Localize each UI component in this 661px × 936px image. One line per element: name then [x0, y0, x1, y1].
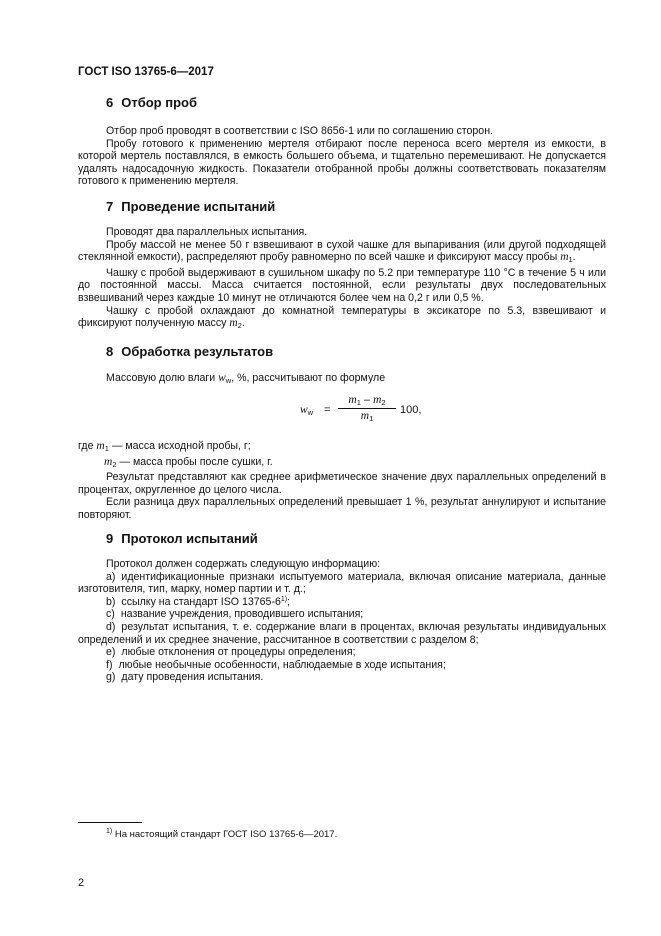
protocol-item-f: f) любые необычные особенности, наблюдаемые в ходе испытания; [106, 658, 446, 671]
legend-m2: $m_2$ — масса пробы после сушки, г. [104, 455, 273, 469]
legend-m1: где $m_1$ — масса исходной пробы, г; [78, 440, 251, 453]
formula-legend [78, 440, 606, 522]
formula-denominator: $m_1$ [360, 410, 374, 423]
formula-numerator: $m_1 - m_2$ [338, 394, 396, 409]
footnote-reference: 1) [280, 595, 288, 603]
formula-equals: = [324, 404, 331, 416]
protocol-item-d: d) результат испытания, т. е. содержание влаги в процентах, включая результаты индивидуальных определений и их среднее значение, рассчитанное в соответствии с разделом 8; [78, 620, 606, 646]
moisture-formula [300, 396, 500, 428]
section-8-difference-paragraph: Если разница двух параллельных определений превышает 1 %, результат аннулируют и испытание повторяют. [78, 496, 606, 521]
section-6-paragraph-2: Пробу готового к применению мертеля отбирают после переноса всего мертеля из емкости, в которой мертель поставлялся, в емкость большего объема, и тщательно перемешивают. Не допускается удалять надосадочную жидкость. Показатели отобранной пробы должны соответствовать показателям готового к применению мертеля. [78, 137, 606, 188]
protocol-item-a: a) идентификационные признаки испытуемого материала, включая описание материала, данные изготовителя, тип, марку, номер партии и т. д.; [78, 570, 606, 596]
formula-multiplier: 100, [400, 404, 422, 416]
section-9 [78, 531, 606, 684]
document-code: ГОСТ ISO 13765-6—2017 [78, 66, 214, 78]
footnote-divider [78, 822, 142, 823]
protocol-item-g: g) дату проведения испытания. [106, 671, 264, 684]
section-7-paragraph-1: Проводят два параллельных испытания. [106, 226, 308, 238]
section-9-heading: 9 Протокол испытаний [106, 531, 258, 546]
section-6 [78, 95, 606, 188]
section-7-paragraph-3: Чашку с пробой выдерживают в сушильном шкафу по 5.2 при температуре 110 °С в течение 5 ч или до постоянной массы. Масса считается постоянной, если результаты двух последовательных взвешиваний через каждые 10 минут не отличаются более чем на 0,2 г или 0,5 %. [78, 266, 606, 304]
section-7-paragraph-2: Пробу массой не менее 50 г взвешивают в сухой чашке для выпаривания (или другой подходящей стеклянной емкости), распределяют пробу равномерно по всей чашке и фиксируют массу пробы $m_1$. [78, 238, 606, 265]
formula-fraction [338, 394, 396, 423]
page-number: 2 [78, 877, 85, 889]
protocol-item-c: c) название учреждения, проводившего испытания; [106, 608, 364, 621]
section-6-heading: 6 Отбор проб [106, 95, 197, 110]
section-7-heading: 7 Проведение испытаний [106, 199, 276, 214]
section-7-paragraph-4: Чашку с пробой охлаждают до комнатной температуры в эксикаторе по 5.3, взвешивают и фиксируют полученную массу $m_2$. [78, 304, 606, 331]
section-9-intro: Протокол должен содержать следующую информацию: [106, 558, 381, 570]
protocol-item-b: b) ссылку на стандарт ISO 13765-6$^{1)}$; [106, 595, 291, 608]
formula-lhs: $w_w$ [300, 404, 314, 417]
footnote: $^{1)}$ На настоящий стандарт ГОСТ ISO 13765-6—2017. [106, 828, 338, 840]
section-8-result-paragraph: Результат представляют как среднее арифметическое значение двух параллельных определений в процентах, округленное до целого числа. [78, 471, 606, 496]
section-8-heading: 8 Обработка результатов [106, 344, 274, 359]
section-6-paragraph-1: Отбор проб проводят в соответствии с ISO 8656-1 или по соглашению сторон. [106, 125, 493, 137]
section-8 [78, 344, 606, 388]
protocol-item-e: e) любые отклонения от процедуры определения; [106, 646, 356, 659]
section-8-intro: Массовую долю влаги $w_w$, %, рассчитывают по формуле [106, 372, 386, 385]
section-7 [78, 199, 606, 333]
